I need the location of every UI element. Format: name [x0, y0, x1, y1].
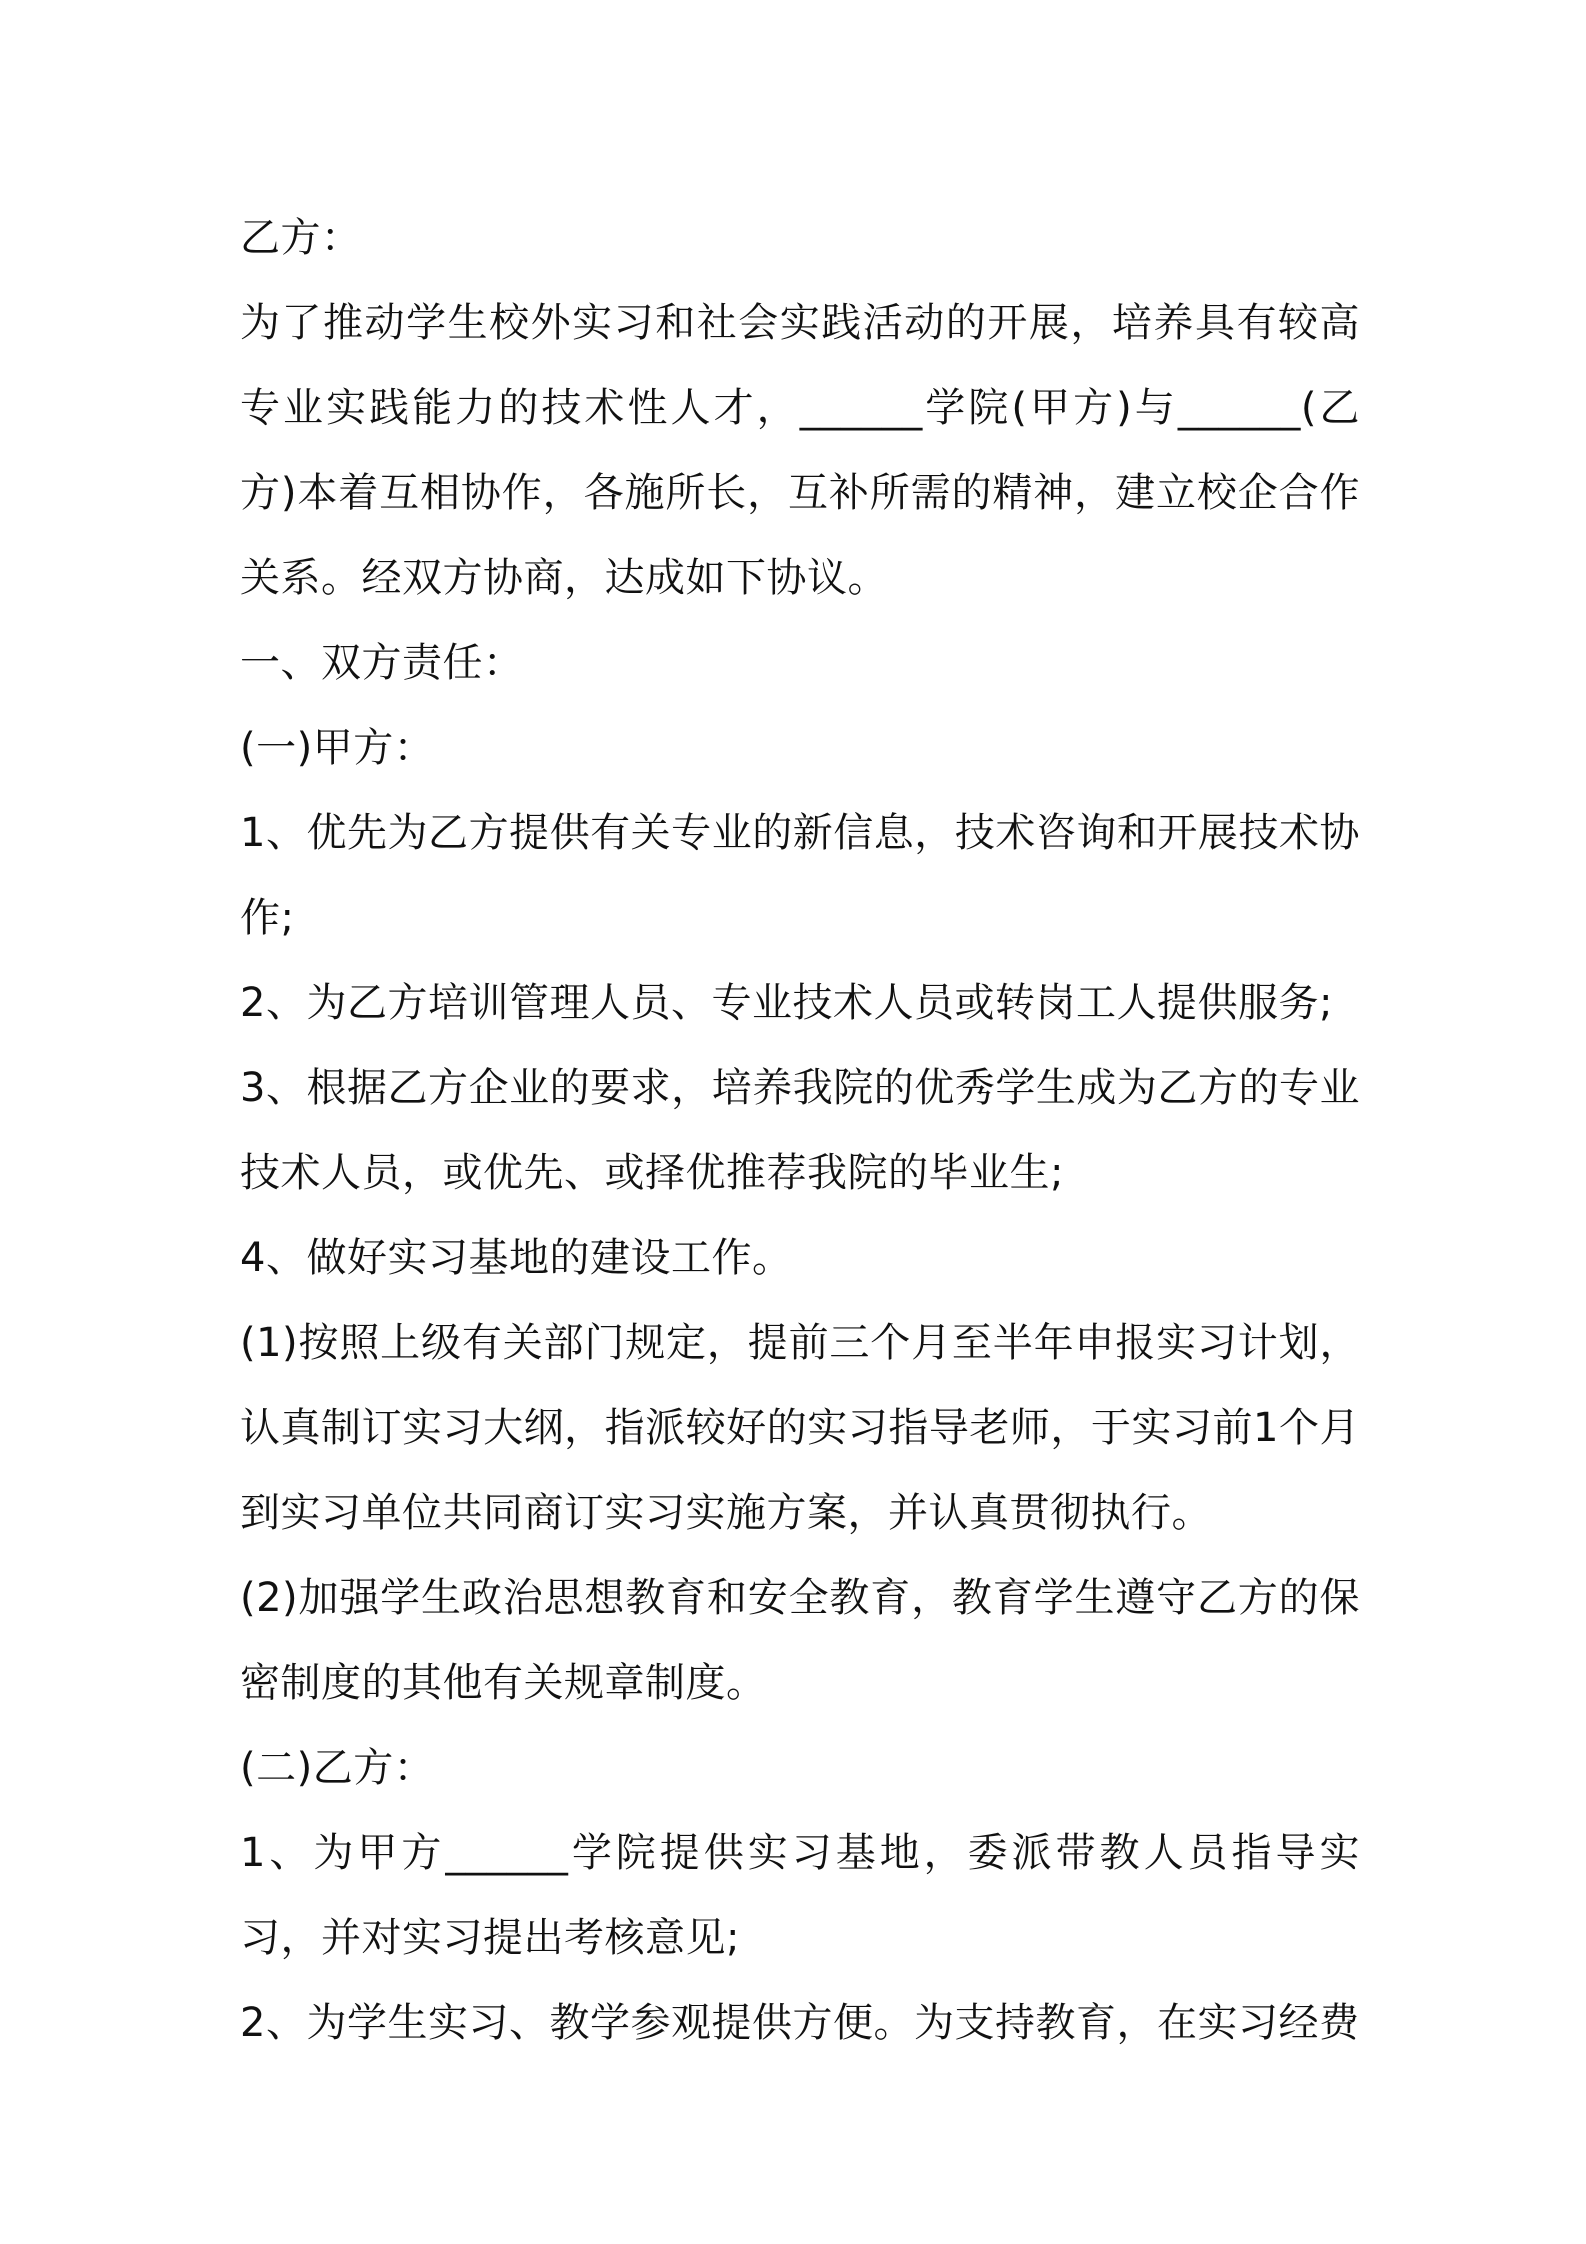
subsection-heading-party-a: (一)甲方： — [240, 725, 435, 771]
party-a-item-2: 2、为乙方培训管理人员、专业技术人员或转岗工人提供服务; — [240, 980, 1333, 1026]
party-b-heading: 乙方： — [240, 215, 362, 261]
preamble-paragraph: 为了推动学生校外实习和社会实践活动的开展，培养具有较高专业实践能力的技术性人才，______学院(甲方)与______(乙方)本着互相协作，各施所长，互补所需的精神，建立校企合作关系。经双方协商，达成如下协议。 — [240, 300, 1360, 601]
party-a-item-4: 4、做好实习基地的建设工作。 — [240, 1235, 793, 1281]
party-b-item-2: 2、为学生实习、教学参观提供方便。为支持教育，在实习经费 — [240, 2000, 1360, 2046]
party-a-item-3: 3、根据乙方企业的要求，培养我院的优秀学生成为乙方的专业技术人员，或优先、或择优推荐我院的毕业生; — [240, 1065, 1360, 1196]
party-b-item-1: 1、为甲方______学院提供实习基地，委派带教人员指导实习，并对实习提出考核意见; — [240, 1830, 1360, 1961]
section-heading-responsibilities: 一、双方责任： — [240, 640, 524, 686]
document-body — [240, 196, 1360, 2066]
party-a-item-4-sub-1: (1)按照上级有关部门规定，提前三个月至半年申报实习计划，认真制订实习大纲，指派较好的实习指导老师，于实习前1个月到实习单位共同商订实习实施方案，并认真贯彻执行。 — [240, 1320, 1360, 1536]
subsection-heading-party-b: (二)乙方： — [240, 1745, 435, 1791]
party-a-item-1: 1、优先为乙方提供有关专业的新信息，技术咨询和开展技术协作; — [240, 810, 1360, 941]
party-a-item-4-sub-2: (2)加强学生政治思想教育和安全教育，教育学生遵守乙方的保密制度的其他有关规章制度。 — [240, 1575, 1360, 1706]
